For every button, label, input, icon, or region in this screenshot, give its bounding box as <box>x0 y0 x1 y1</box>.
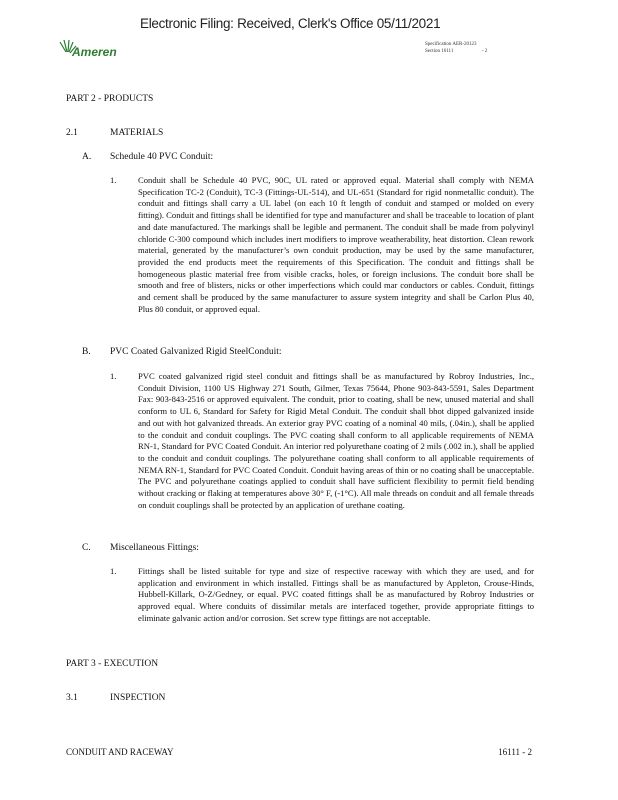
item-c-1-number: 1. <box>110 566 117 576</box>
item-c-1-text: Fittings shall be listed suitable for type and size of respective raceway with which they are used, and for application and environment in which installed. Fittings shall be as manufactured by Appleton, Crouse-Hinds, Hubbell-Killark, O-Z/Gedney, or equal. PVC coated fittings shall be as manufactured by Robroy Industries or approved equal. Where conduits of dissimilar metals are interfaced together, provide appropriate fittings to eliminate galvanic action and/or corrosion. Set screw type fittings are not acceptable. <box>138 566 534 623</box>
item-b-1-text: PVC coated galvanized rigid steel conduit and fittings shall be as manufactured by Robroy Industries, Inc., Conduit Division, 1100 US Highway 271 South, Gilmer, Texas 75644, Phone 903-843-5591, Sales Department Fax: 903-843-2516 or approved equivalent. The conduit, prior to coating, shall be new, unused material and shall conform to UL 6, Standard for Safety for Rigid Metal Conduit. The conduit shall bhot dipped galvanized inside and out with hot galvanized threads. An exterior gray PVC coating of a nominal 40 mils, (.04in.), shall be applied to the conduit and conduit couplings. The PVC coating shall conform to all applicable requirements of NEMA RN-1, Standard for PVC Coated Conduit. An interior red polyurethane coating of 2 mils (.002 in.), shall be applied to the conduit and conduit couplings. The polyurethane coating shall conform to all applicable requirements of NEMA RN-1, Standard for PVC Coated Conduit. Conduit having areas of thin or no coating shall be unacceptable. The PVC and polyurethane coatings applied to conduit shall have sufficient flexibility to permit field bending without cracking or flaking at temperatures above 30° F, (-1°C). All male threads on conduit and all female threads on conduit couplings shall be protected by an application of urethane coating. <box>138 371 534 510</box>
item-b-title: PVC Coated Galvanized Rigid SteelConduit: <box>110 347 282 357</box>
section-2-1-title: MATERIALS <box>110 128 164 138</box>
item-a-1-text: Conduit shall be Schedule 40 PVC, 90C, UL rated or approved equal. Material shall comply with NEMA Specification TC-2 (Conduit), TC-3 (Fittings-UL-514), and UL-651 (Standard for rigid nonmetallic conduit). The conduit and fittings shall carry a UL label (on each 10 ft length of conduit and stamped or molded on every fitting). Conduit and fittings shall be identified for type and manufacturer and shall be traceable to location of plant and date manufactured. The markings shall be legible and permanent. The conduit shall be made from polyvinyl chloride C-300 compound which includes inert modifiers to improve weatherability, heat distortion. Clean rework material, generated by the manufacturer’s own conduit production, may be used by the same manufacturer, provided the end products meet the requirements of this Specification. The conduit and fittings shall be homogeneous plastic material free from visible cracks, holes, or foreign inclusions. The conduit bore shall be smooth and free of blisters, nicks or other imperfections which could mar conductors or cables. Conduit, fittings and cement shall be produced by the same manufacturer to assure system integrity and shall be Carlon Plus 40, Plus 80 conduit, or approved equal. <box>138 175 534 314</box>
item-b-1-number: 1. <box>110 371 117 381</box>
filing-stamp: Electronic Filing: Received, Clerk's Office 05/11/2021 <box>140 16 441 31</box>
section-number: Section 16111 <box>425 49 454 54</box>
footer-page-number: 16111 - 2 <box>498 747 532 757</box>
item-a-letter: A. <box>82 152 92 162</box>
item-b-letter: B. <box>82 347 91 357</box>
item-a-title: Schedule 40 PVC Conduit: <box>110 152 214 162</box>
spec-page: - 2 <box>482 49 488 54</box>
section-3-1-number: 3.1 <box>66 693 78 703</box>
logo-text: Ameren <box>72 45 117 59</box>
part2-title: PART 2 - PRODUCTS <box>66 94 154 104</box>
item-a-1-number: 1. <box>110 175 117 185</box>
section-3-1-title: INSPECTION <box>110 693 166 703</box>
footer-section-name: CONDUIT AND RACEWAY <box>66 747 174 757</box>
item-c-title: Miscellaneous Fittings: <box>110 543 199 553</box>
item-c-letter: C. <box>82 543 91 553</box>
part3-title: PART 3 - EXECUTION <box>66 659 159 669</box>
section-2-1-number: 2.1 <box>66 128 78 138</box>
spec-number: Specification AER-20123 <box>425 42 477 47</box>
